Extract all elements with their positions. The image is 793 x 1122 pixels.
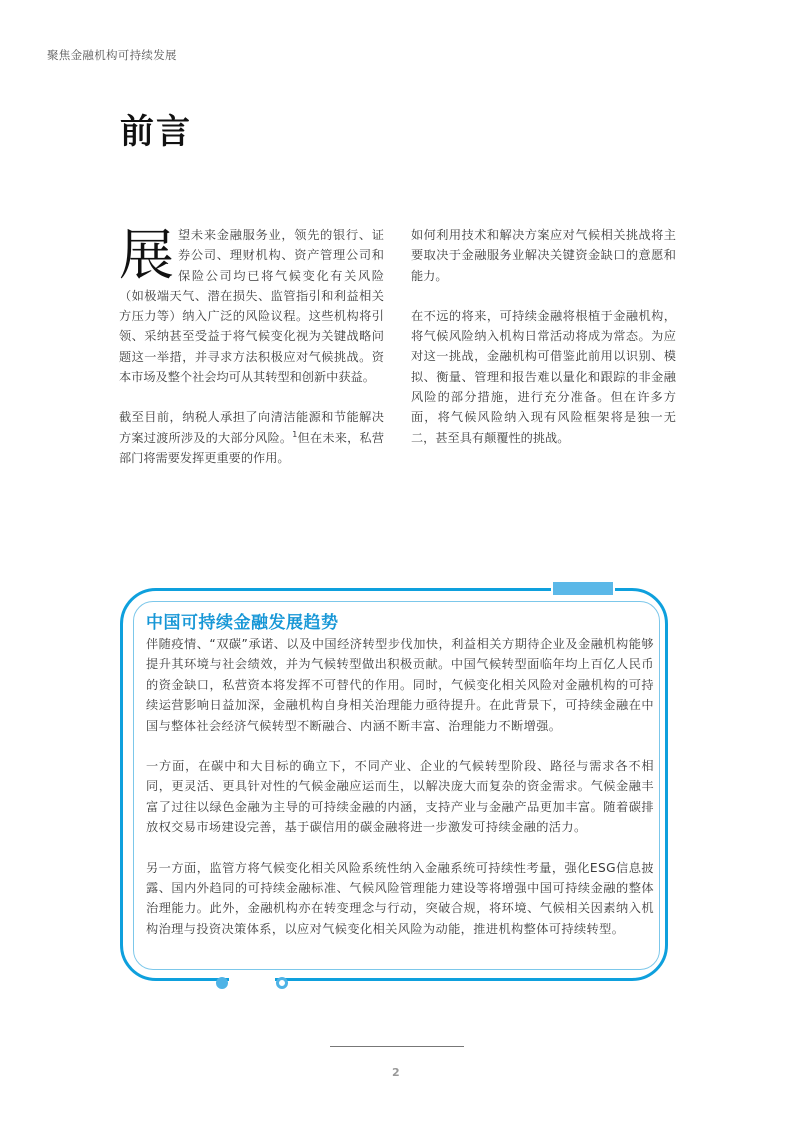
callout-title: 中国可持续金融发展趋势 — [146, 613, 339, 633]
callout-bottom-gap — [229, 978, 275, 988]
hollow-dot-icon — [276, 977, 288, 989]
intro-paragraph-2-text: 截至目前，纳税人承担了向清洁能源和节能解决方案过渡所涉及的大部分风险。 — [119, 410, 384, 445]
callout-paragraph: 另一方面，监管方将气候变化相关风险系统性纳入金融系统可持续性考量，强化ESG信息披露、国内外趋同的可持续金融标准、气候风险管理能力建设等将增强中国可持续金融的整体治理能力。此外，金融机构亦在转变理念与行动，突破合规，将环境、气候相关因素纳入机构治理与投资决策体系，以应对气候变化相关风险为动能，推进机构整体可持续转型。 — [146, 860, 654, 936]
callout-top-tab — [551, 582, 615, 595]
intro-paragraph-1 — [119, 225, 384, 387]
callout-body — [146, 634, 654, 959]
callout-paragraph: 一方面，在碳中和大目标的确立下，不同产业、企业的气候转型阶段、路径与需求各不相同，更灵活、更具针对性的气候金融应运而生，以解决庞大而复杂的资金需求。气候金融丰富了过往以绿色金融为主导的可持续金融的内涵，支持产业与金融产品更加丰富。随着碳排放权交易市场建设完善，基于碳信用的碳金融将进一步激发可持续金融的活力。 — [146, 759, 654, 835]
intro-paragraph-3: 如何利用技术和解决方案应对气候相关挑战将主要取决于金融服务业解决关键资金缺口的意愿和能力。 — [411, 228, 676, 283]
intro-paragraph-1-text: 望未来金融服务业，领先的银行、证券公司、理财机构、资产管理公司和保险公司均已将气候变化有关风险（如极端天气、潜在损失、监管指引和利益相关方压力等）纳入广泛的风险议程。这些机构将引领、采纳甚至受益于将气候变化视为关键战略问题这一举措，并寻求方法积极应对气候挑战。资本市场及整个社会均可从其转型和创新中获益。 — [119, 228, 384, 385]
page-number: 2 — [392, 1066, 400, 1079]
drop-cap: 展 — [119, 223, 175, 287]
callout-paragraph: 伴随疫情、“双碳”承诺、以及中国经济转型步伐加快，利益相关方期待企业及金融机构能够提升其环境与社会绩效，并为气候转型做出积极贡献。中国气候转型面临年均上百亿人民币的资金缺口，私营资本将发挥不可替代的作用。同时，气候变化相关风险对金融机构的可持续运营影响日益加深，金融机构自身相关治理能力亟待提升。在此背景下，可持续金融在中国与整体社会经济气候转型不断融合、内涵不断丰富、治理能力不断增强。 — [146, 637, 654, 733]
running-header: 聚焦金融机构可持续发展 — [47, 48, 177, 62]
intro-paragraph-4: 在不远的将来，可持续金融将根植于金融机构，将气候风险纳入机构日常活动将成为常态。为应对这一挑战，金融机构可借鉴此前用以识别、模拟、衡量、管理和报告难以量化和跟踪的非金融风险的部分措施，进行充分准备。但在许多方面，将气候风险纳入现有风险框架将是独一无二，甚至具有颠覆性的挑战。 — [411, 308, 676, 445]
intro-paragraph-2 — [119, 407, 384, 468]
filled-dot-icon — [216, 977, 228, 989]
page-title: 前言 — [120, 112, 192, 152]
left-column — [119, 225, 384, 488]
intro-paragraph-2-cont: 但在未来，私营部门将需要发挥更重要的作用。 — [119, 430, 385, 465]
footnote-ref[interactable]: 1 — [292, 429, 298, 439]
footer-divider — [330, 1046, 464, 1047]
right-column — [411, 225, 676, 468]
